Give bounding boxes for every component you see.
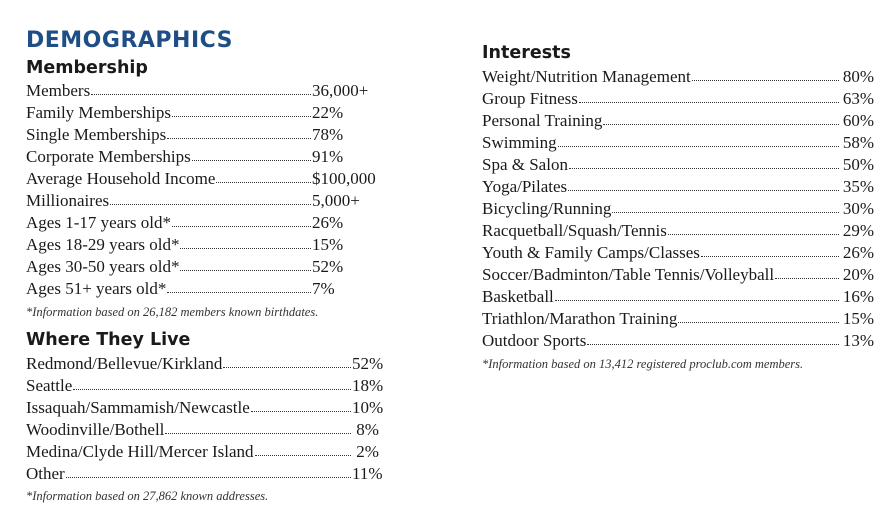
dot-leader <box>701 252 839 257</box>
list-item <box>26 397 384 419</box>
item-label: Medina/Clyde Hill/Mercer Island <box>26 442 254 461</box>
item-label: Racquetball/Squash/Tennis <box>482 221 667 240</box>
membership-footnote: *Information based on 26,182 members known birthdates. <box>26 305 319 319</box>
list-item <box>482 308 874 330</box>
dot-leader <box>172 112 311 117</box>
list-item <box>26 278 386 300</box>
item-label: Woodinville/Bothell <box>26 420 165 439</box>
item-value: $100,000 <box>312 169 376 188</box>
list-item <box>482 66 874 88</box>
where-they-live-heading: Where They Live <box>26 330 191 350</box>
item-value: 13% <box>842 331 874 350</box>
item-value: 50% <box>842 155 874 174</box>
dot-leader <box>73 385 351 390</box>
membership-heading: Membership <box>26 58 148 78</box>
dot-leader <box>668 230 839 235</box>
dot-leader <box>216 178 311 183</box>
where-they-live-footnote: *Information based on 27,862 known addresses. <box>26 489 269 503</box>
dot-leader <box>172 222 311 227</box>
list-item <box>26 419 384 441</box>
dot-leader <box>251 407 351 412</box>
item-value: 2% <box>352 442 379 461</box>
list-item <box>482 264 874 286</box>
item-label: Average Household Income <box>26 169 216 188</box>
list-item <box>26 80 386 102</box>
dot-leader <box>167 288 311 293</box>
item-value: 80% <box>842 67 874 86</box>
list-item <box>482 198 874 220</box>
item-label: Triathlon/Marathon Training <box>482 309 678 328</box>
item-value: 52% <box>312 257 344 276</box>
dot-leader <box>612 208 839 213</box>
list-item <box>482 242 874 264</box>
list-item <box>482 330 874 352</box>
item-label: Single Memberships <box>26 125 167 144</box>
item-value: 91% <box>312 147 344 166</box>
item-value: 60% <box>842 111 874 130</box>
item-label: Bicycling/Running <box>482 199 612 218</box>
dot-leader <box>587 340 839 345</box>
dot-leader <box>91 90 311 95</box>
item-label: Yoga/Pilates <box>482 177 568 196</box>
item-label: Other <box>26 464 65 483</box>
item-label: Basketball <box>482 287 554 306</box>
item-label: Issaquah/Sammamish/Newcastle <box>26 398 250 417</box>
dot-leader <box>555 296 839 301</box>
list-item <box>26 190 386 212</box>
list-item <box>482 176 874 198</box>
item-value: 16% <box>842 287 874 306</box>
interests-list <box>482 66 874 352</box>
list-item <box>482 110 874 132</box>
dot-leader <box>558 142 839 147</box>
where-they-live-list <box>26 353 384 485</box>
membership-list <box>26 80 386 300</box>
item-label: Redmond/Bellevue/Kirkland <box>26 354 223 373</box>
list-item <box>26 212 386 234</box>
list-item <box>482 88 874 110</box>
dot-leader <box>165 429 351 434</box>
item-label: Personal Training <box>482 111 603 130</box>
list-item <box>26 463 384 485</box>
item-value: 78% <box>312 125 344 144</box>
dot-leader <box>167 134 311 139</box>
list-item <box>482 220 874 242</box>
dot-leader <box>568 186 839 191</box>
item-value: 58% <box>842 133 874 152</box>
item-label: Outdoor Sports <box>482 331 587 350</box>
interests-heading: Interests <box>482 43 571 63</box>
item-value: 36,000+ <box>312 81 369 100</box>
item-label: Members <box>26 81 91 100</box>
item-label: Ages 51+ years old* <box>26 279 167 298</box>
item-label: Group Fitness <box>482 89 578 108</box>
item-label: Ages 18-29 years old* <box>26 235 180 254</box>
item-value: 15% <box>312 235 344 254</box>
dot-leader <box>223 363 351 368</box>
dot-leader <box>180 266 311 271</box>
item-value: 22% <box>312 103 344 122</box>
interests-footnote: *Information based on 13,412 registered proclub.com members. <box>482 357 804 371</box>
page-title: DEMOGRAPHICS <box>26 28 234 53</box>
dot-leader <box>180 244 311 249</box>
list-item <box>26 146 386 168</box>
item-value: 5,000+ <box>312 191 360 210</box>
item-value: 26% <box>842 243 874 262</box>
dot-leader <box>603 120 839 125</box>
item-value: 8% <box>352 420 379 439</box>
item-value: 29% <box>842 221 874 240</box>
dot-leader <box>192 156 311 161</box>
list-item <box>482 286 874 308</box>
item-value: 20% <box>842 265 874 284</box>
item-label: Seattle <box>26 376 73 395</box>
item-label: Ages 1-17 years old* <box>26 213 171 232</box>
item-value: 11% <box>352 464 383 483</box>
item-label: Family Memberships <box>26 103 171 122</box>
list-item <box>26 256 386 278</box>
list-item <box>482 154 874 176</box>
item-value: 63% <box>842 89 874 108</box>
dot-leader <box>255 451 351 456</box>
item-label: Corporate Memberships <box>26 147 191 166</box>
item-value: 7% <box>312 279 335 298</box>
dot-leader <box>579 98 839 103</box>
item-label: Ages 30-50 years old* <box>26 257 180 276</box>
item-value: 30% <box>842 199 874 218</box>
item-label: Swimming <box>482 133 557 152</box>
item-value: 26% <box>312 213 344 232</box>
list-item <box>26 353 384 375</box>
item-label: Spa & Salon <box>482 155 568 174</box>
list-item <box>26 375 384 397</box>
list-item <box>26 234 386 256</box>
item-value: 10% <box>352 398 384 417</box>
dot-leader <box>775 274 839 279</box>
item-value: 15% <box>842 309 874 328</box>
dot-leader <box>66 473 351 478</box>
list-item <box>26 441 384 463</box>
dot-leader <box>569 164 839 169</box>
dot-leader <box>678 318 839 323</box>
list-item <box>26 124 386 146</box>
item-label: Soccer/Badminton/Table Tennis/Volleyball <box>482 265 775 284</box>
list-item <box>26 102 386 124</box>
list-item <box>26 168 386 190</box>
item-label: Weight/Nutrition Management <box>482 67 691 86</box>
dot-leader <box>692 76 839 81</box>
list-item <box>482 132 874 154</box>
dot-leader <box>110 200 311 205</box>
item-label: Millionaires <box>26 191 110 210</box>
item-value: 18% <box>352 376 384 395</box>
item-value: 52% <box>352 354 384 373</box>
item-label: Youth & Family Camps/Classes <box>482 243 700 262</box>
item-value: 35% <box>842 177 874 196</box>
